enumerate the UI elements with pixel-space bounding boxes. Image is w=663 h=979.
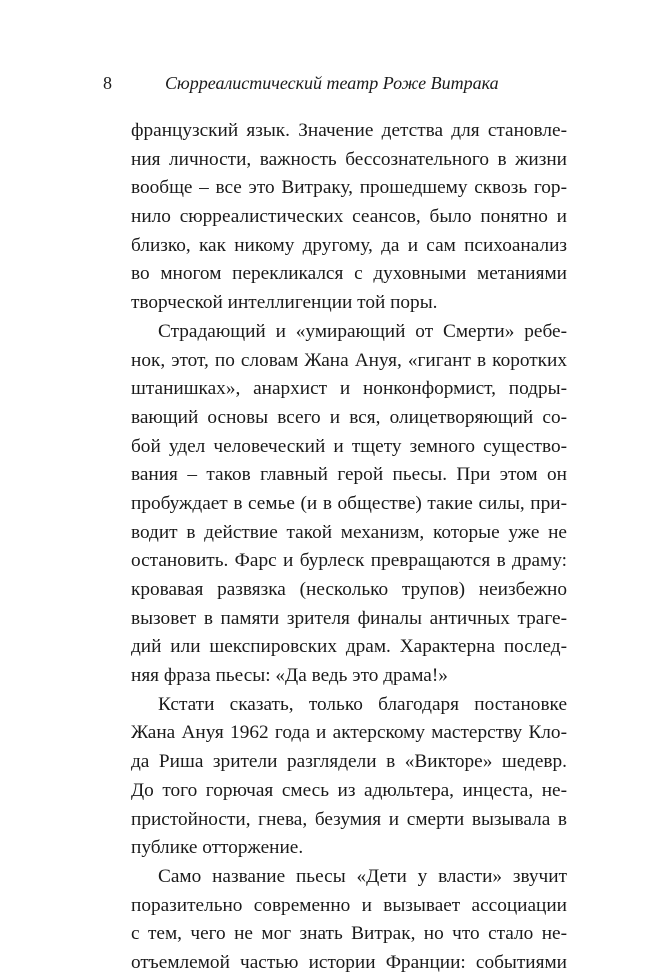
text-line: няя фраза пьесы: «Да ведь это драма!» (131, 665, 448, 687)
text-line: французский язык. Значение детства для становле- (131, 120, 567, 141)
text-line: вающий основы всего и вся, олицетворяющий со- (131, 406, 567, 428)
text-line: публике отторжение. (131, 837, 304, 859)
text-line: бой удел человеческий и тщету земного существо- (131, 435, 567, 457)
paragraph (131, 691, 567, 863)
text-line: творческой интеллигенции той поры. (131, 292, 438, 314)
text-line: нило сюрреалистических сеансов, было понятно и (131, 206, 567, 228)
text-line: да Риша зрители разглядели в «Викторе» шедевр. (131, 751, 567, 773)
body-text (131, 117, 567, 978)
text-line: отъемлемой частью истории Франции: событиями (131, 951, 567, 973)
text-line: штанишках», анархист и нонконформист, подры- (131, 378, 567, 400)
text-line: с тем, чего не мог знать Витрак, но что стало не- (131, 923, 567, 945)
paragraph (131, 318, 567, 691)
text-line: нок, этот, по словам Жана Ануя, «гигант в коротких (131, 349, 567, 371)
text-line: вания – таков главный герой пьесы. При этом он (131, 464, 567, 486)
text-line: пристойности, гнева, безумия и смерти вызывала в (131, 808, 567, 830)
text-line: пробуждает в семье (и в обществе) такие силы, при- (131, 492, 567, 514)
paragraph (131, 863, 567, 978)
text-line: вообще – все это Витраку, прошедшему сквозь гор- (131, 177, 567, 199)
text-line: во многом перекликался с духовными метаниями (131, 263, 567, 285)
running-head (103, 72, 563, 96)
text-line: Жана Ануя 1962 года и актерскому мастерству Кло- (131, 722, 567, 744)
page-number: 8 (103, 73, 112, 93)
text-line: До того горючая смесь из адюльтера, инцеста, не- (131, 779, 567, 801)
text-line: Само название пьесы «Дети у власти» звучит (158, 865, 567, 887)
text-line: Кстати сказать, только благодаря постановке (158, 693, 567, 715)
text-line: близко, как никому другому, да и сам психоанализ (131, 234, 567, 256)
text-line: водит в действие такой механизм, которые уже не (131, 521, 567, 543)
text-line: остановить. Фарс и бурлеск превращаются в драму: (131, 550, 567, 572)
running-title: Сюрреалистический театр Роже Витрака (165, 73, 499, 93)
text-line: кровавая развязка (несколько трупов) неизбежно (131, 579, 567, 600)
text-line: Страдающий и «умирающий от Смерти» ребе- (158, 320, 567, 342)
text-line: вызовет в памяти зрителя финалы античных траге- (131, 607, 567, 629)
paragraph (131, 117, 567, 318)
text-line: ния личности, важность бессознательного в жизни (131, 148, 567, 170)
text-line: поразительно современно и вызывает ассоциации (131, 894, 567, 916)
text-line: дий или шекспировских драм. Характерна послед- (131, 636, 567, 658)
